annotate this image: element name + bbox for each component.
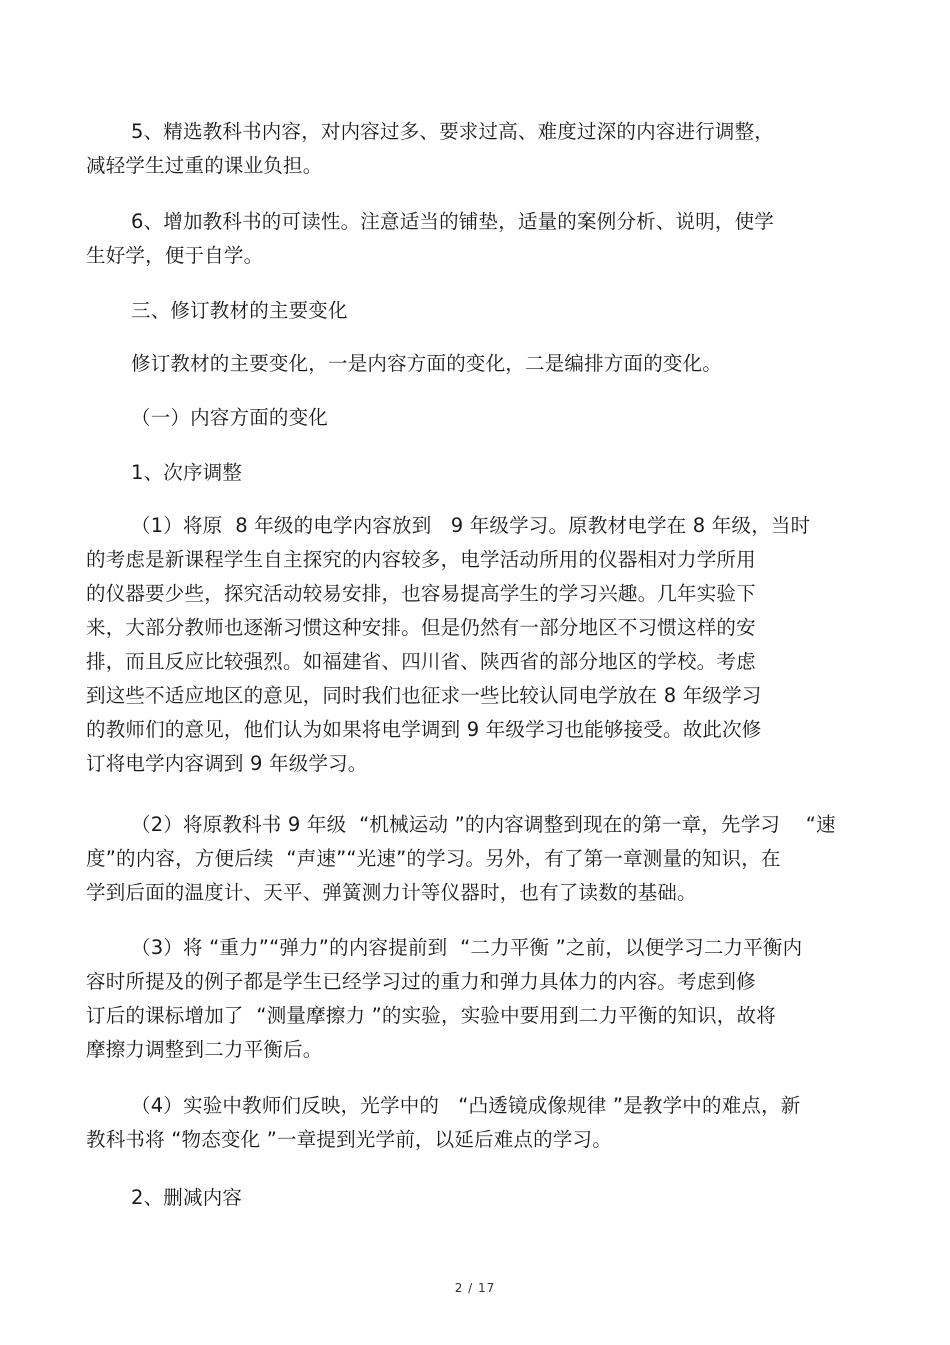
text-line: 减轻学生过重的课业负担。 [86,154,323,177]
text-line: 的仪器要少些，探究活动较易安排，也容易提高学生的学习兴趣。几年实验下 [86,582,756,605]
text-line: 1、次序调整 [131,461,243,484]
text-line: 摩擦力调整到二力平衡后。 [86,1038,323,1061]
page-number: 2 / 17 [454,1281,496,1295]
text-line: 三、修订教材的主要变化 [131,299,348,322]
text-line: 的教师们的意见，他们认为如果将电学调到 9 年级学习也能够接受。故此次修 [86,718,762,741]
text-line: （3）将 “重力”“弹力”的内容提前到 “二力平衡 ”之前，以便学习二力平衡内 [131,936,803,959]
text-line: 2、删减内容 [131,1186,243,1209]
text-line: （一）内容方面的变化 [131,406,329,429]
text-line: 修订教材的主要变化，一是内容方面的变化，二是编排方面的变化。 [131,352,723,375]
text-line: 6、增加教科书的可读性。注意适当的铺垫，适量的案例分析、说明，使学 [131,210,775,233]
text-line: 的考虑是新课程学生自主探究的内容较多，电学活动所用的仪器相对力学所用 [86,548,756,571]
text-line: 容时所提及的例子都是学生已经学习过的重力和弹力具体力的内容。考虑到修 [86,970,756,993]
text-line: 学到后面的温度计、天平、弹簧测力计等仪器时，也有了读数的基础。 [86,881,697,904]
text-line: 来，大部分教师也逐渐习惯这种安排。但是仍然有一部分地区不习惯这样的安 [86,616,756,639]
text-line: 5、精选教科书内容，对内容过多、要求过高、难度过深的内容进行调整， [131,120,775,143]
text-line: （2）将原教科书 9 年级 “机械运动 ”的内容调整到现在的第一章，先学习 “速 [131,813,836,836]
text-line: 教科书将 “物态变化 ”一章提到光学前，以延后难点的学习。 [86,1128,612,1151]
text-line: 订后的课标增加了 “测量摩擦力 ”的实验，实验中要用到二力平衡的知识，故将 [86,1004,776,1027]
text-line: 度”的内容，方便后续 “声速”“光速”的学习。另外，有了第一章测量的知识，在 [86,847,781,870]
text-line: 排，而且反应比较强烈。如福建省、四川省、陕西省的部分地区的学校。考虑 [86,650,756,673]
text-line: （4）实验中教师们反映，光学中的 “凸透镜成像规律 ”是教学中的难点，新 [131,1094,801,1117]
text-line: 生好学，便于自学。 [86,244,264,267]
text-line: 到这些不适应地区的意见，同时我们也征求一些比较认同电学放在 8 年级学习 [86,684,762,707]
text-line: （1）将原 8 年级的电学内容放到 9 年级学习。原教材电学在 8 年级，当时 [131,514,811,537]
text-line: 订将电学内容调到 9 年级学习。 [86,752,368,775]
